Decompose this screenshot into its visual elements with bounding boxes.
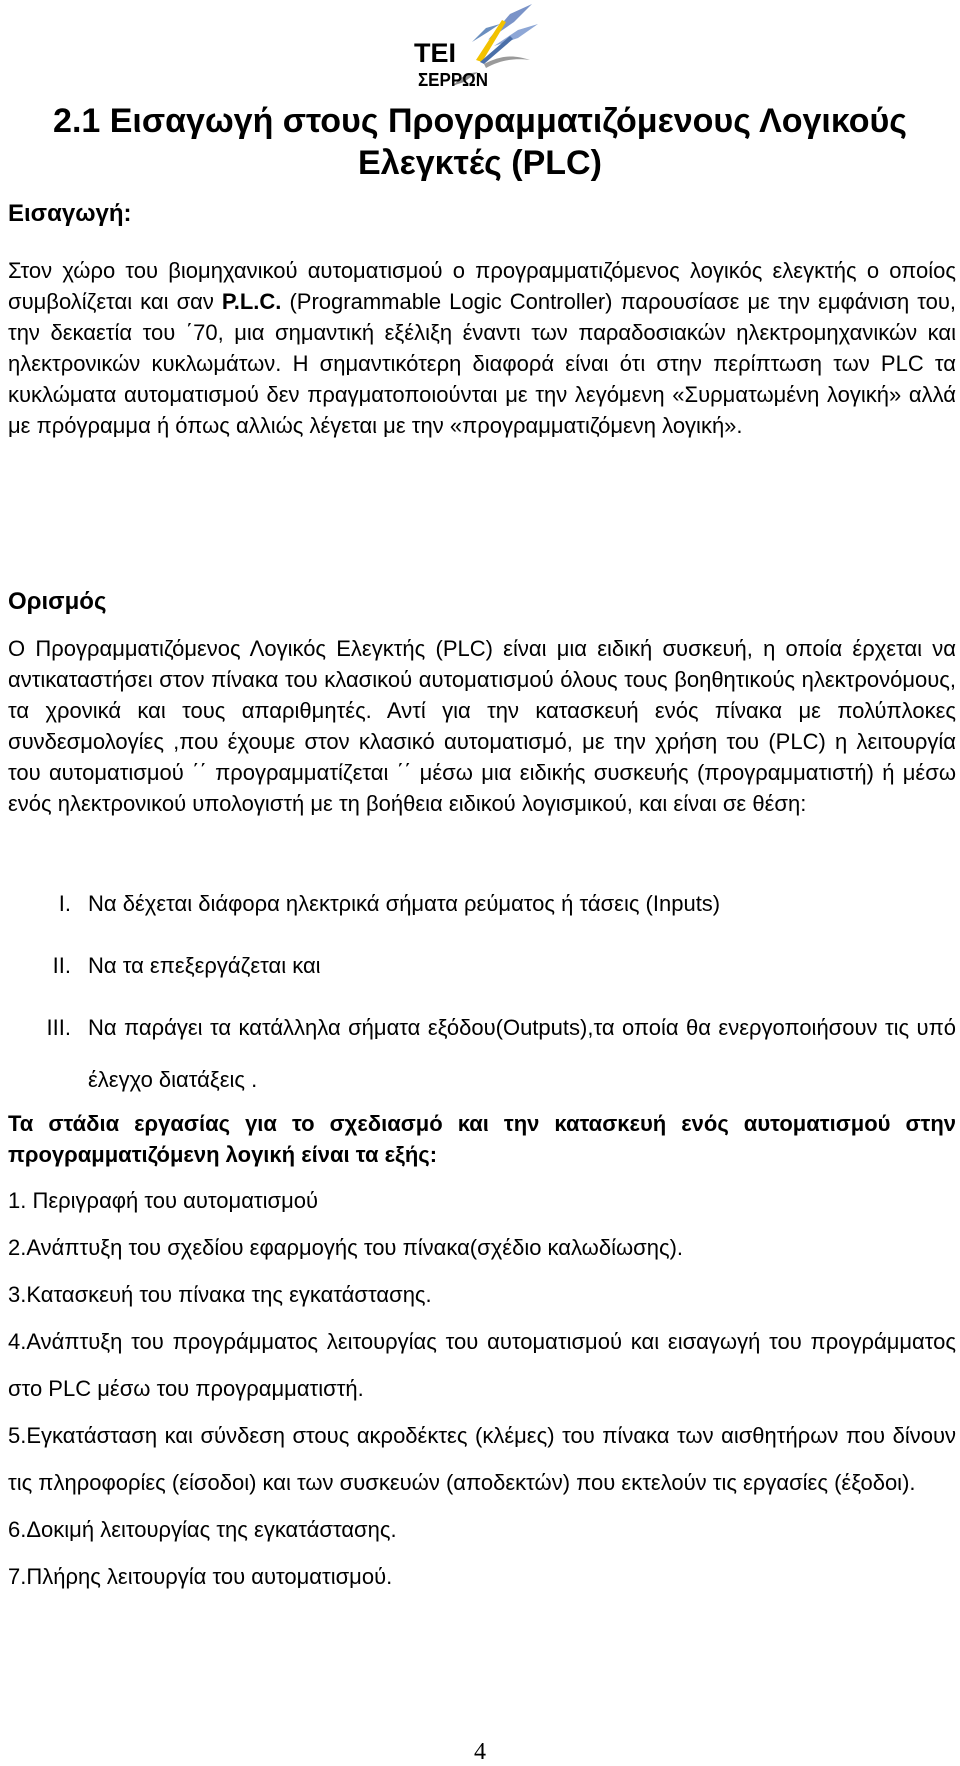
page-title-line-2: Ελεγκτές (PLC) xyxy=(358,144,602,182)
intro-title: Εισαγωγή: xyxy=(8,200,132,227)
page-title-line-1: 2.1 Εισαγωγή στους Προγραμματιζόμενους Λογικούς xyxy=(53,102,907,140)
page-number: 4 xyxy=(474,1739,486,1765)
list-item-text: Να τα επεξεργάζεται και xyxy=(88,953,321,978)
definition-title: Ορισμός xyxy=(8,588,107,615)
intro-text-b: (Programmable Logic Controller) παρουσίασε με την εμφάνιση του, την δεκαετία του ΄70, μια σημαντική εξέλιξη έναντι των παραδοσιακών ηλεκτρομηχανικών και ηλεκτρονικών κυκλωμάτων. Η σημαντικότερη διαφορά είναι ότι στην περίπτωση των PLC τα κυκλώματα αυτοματισμού δεν πραγματοποιούνται με την λεγόμενη «Συρματωμένη λογική» αλλά με πρόγραμμα ή όπως αλλιώς λέγεται με την «προγραμματιζόμενη λογική». xyxy=(8,289,956,438)
list-item: 5.Εγκατάσταση και σύνδεση στους ακροδέκτες (κλέμες) του πίνακα των αισθητήρων που δίνουν τις πληροφορίες (είσοδοι) και των συσκευών (αποδεκτών) που εκτελούν τις εργασίες (έξοδοι). xyxy=(8,1423,956,1495)
list-item-number: II. xyxy=(52,953,71,978)
intro-paragraph xyxy=(8,255,956,441)
list-item: 7.Πλήρης λειτουργία του αυτοματισμού. xyxy=(8,1564,393,1589)
plc-abbreviation: P.L.C. xyxy=(221,289,282,314)
list-item-text: Να παράγει τα κατάλληλα σήματα εξόδου(Outputs),τα οποία θα ενεργοποιήσουν τις υπό έλεγχο διατάξεις . xyxy=(88,1015,956,1092)
stages-title: Τα στάδια εργασίας για το σχεδιασμό και την κατασκευή ενός αυτοματισμού στην προγραμματιζόμενη λογική είναι τα εξής: xyxy=(8,1111,956,1167)
definition-paragraph: Ο Προγραμματιζόμενος Λογικός Ελεγκτής (PLC) είναι μια ειδική συσκευή, η οποία έρχεται να αντικαταστήσει στον πίνακα του κλασικού αυτοματισμού όλους τους βοηθητικούς ηλεκτρονόμους, τα χρονικά και τους απαριθμητές. Αντί για την κατασκευή ενός πίνακα με πολύπλοκες συνδεσμολογίες ,που έχουμε στον κλασικό αυτοματισμό, με την χρήση του (PLC) η λειτουργία του αυτοματισμού ΄΄ προγραμματίζεται ΄΄ μέσω μια ειδικής συσκευής (προγραμματιστή) ή μέσω ενός ηλεκτρονικού υπολογιστή με τη βοήθεια ειδικού λογισμικού, και είναι σε θέση: xyxy=(8,636,956,816)
list-item-number: I. xyxy=(58,891,71,916)
list-item: 4.Ανάπτυξη του προγράμματος λειτουργίας του αυτοματισμού και εισαγωγή του προγράμματος στο PLC μέσω του προγραμματιστή. xyxy=(8,1329,956,1401)
page-title xyxy=(8,100,952,184)
list-item: 2.Ανάπτυξη του σχεδίου εφαρμογής του πίνακα(σχέδιο καλωδίωσης). xyxy=(8,1235,684,1260)
list-item: 6.Δοκιμή λειτουργίας της εγκατάστασης. xyxy=(8,1517,397,1542)
list-item: 3.Κατασκευή του πίνακα της εγκατάστασης. xyxy=(8,1282,432,1307)
intro-text-a: Στον χώρο του βιομηχανικού αυτοματισμού ο προγραμματιζόμενος λογικός ελεγκτής ο οποίος συμβολίζεται και σαν xyxy=(8,258,956,314)
list-item: 1. Περιγραφή του αυτοματισμού xyxy=(8,1188,319,1213)
list-item-number: III. xyxy=(46,1015,71,1040)
logo-text-bottom: ΣΕΡΡΩΝ xyxy=(418,70,488,90)
list-item-text: Να δέχεται διάφορα ηλεκτρικά σήματα ρεύματος ή τάσεις (Inputs) xyxy=(88,891,721,916)
stages-list xyxy=(8,1177,956,1600)
logo-text-top: ΤΕΙ xyxy=(414,38,457,68)
tei-serron-logo-icon xyxy=(414,2,540,92)
